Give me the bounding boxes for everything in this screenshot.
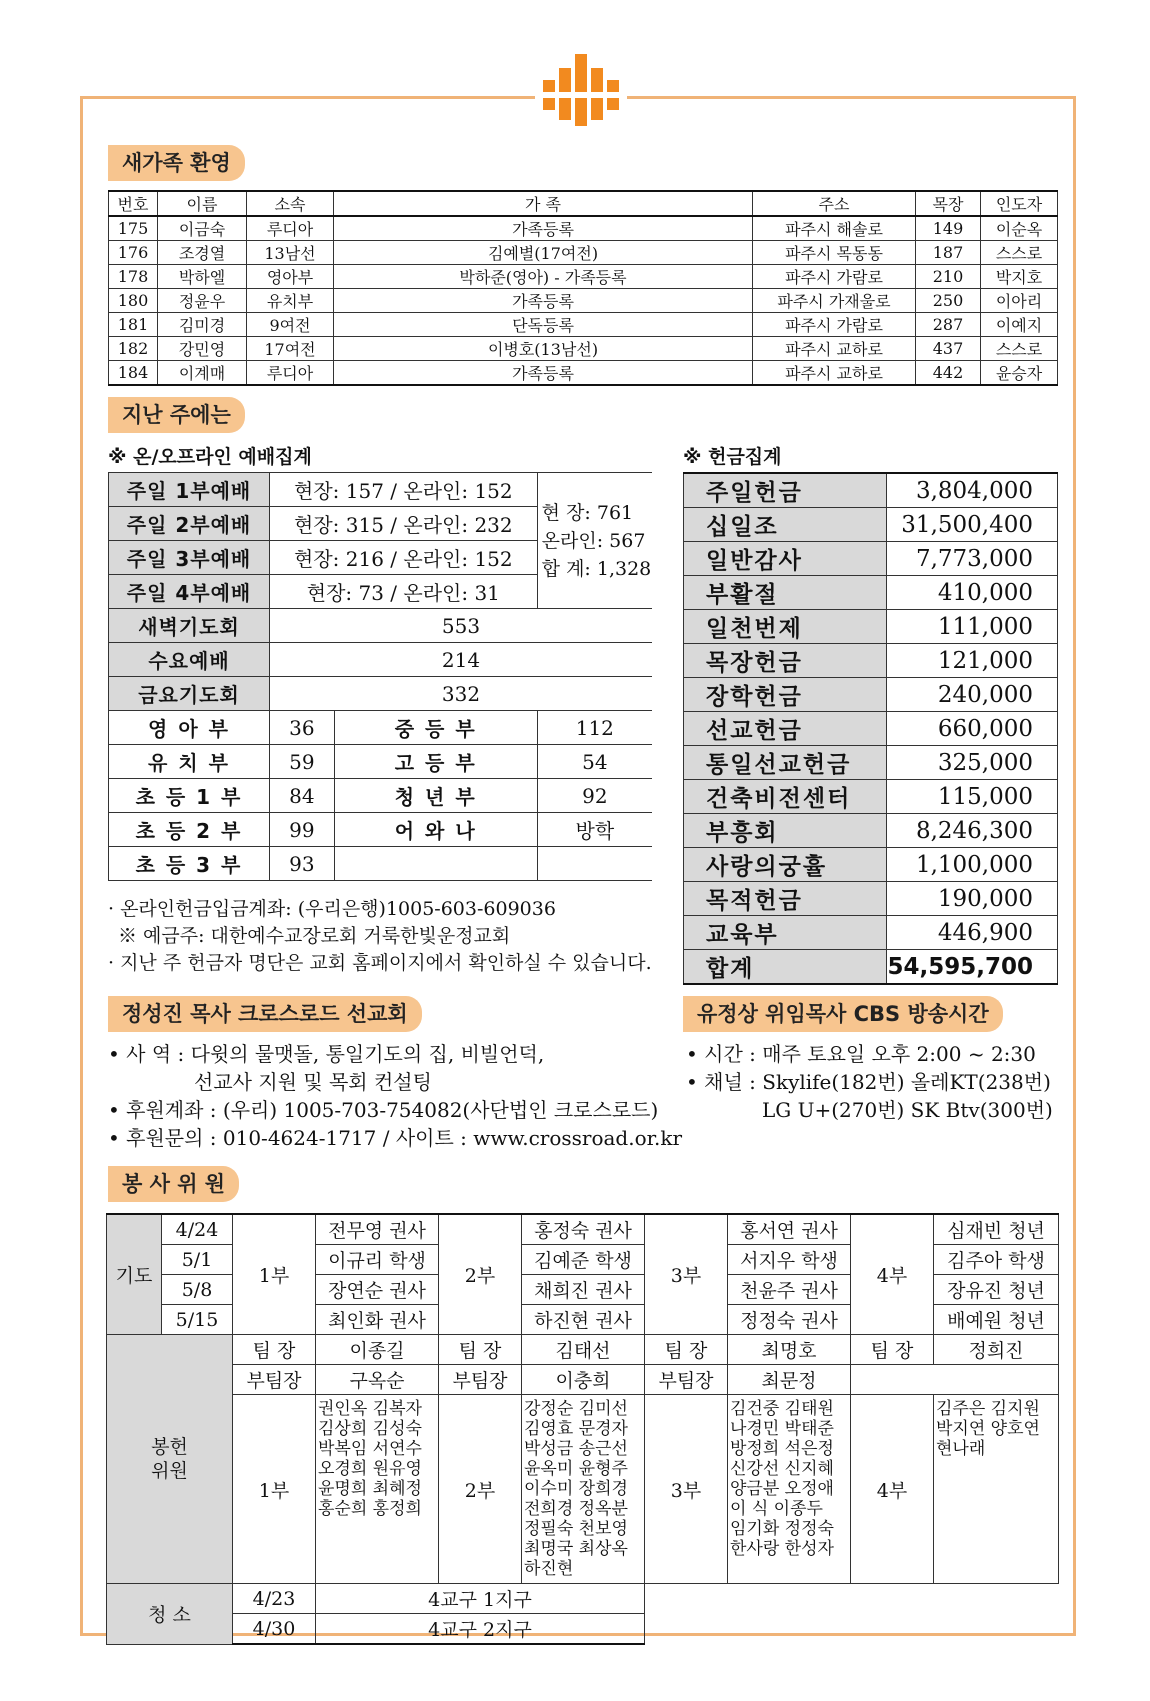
cleaning-area: 4교구 2지구: [316, 1614, 645, 1645]
dept-row: [109, 711, 653, 745]
table-row: [109, 265, 1058, 289]
offering-label: 사랑의궁휼: [684, 848, 887, 882]
dept-label: [334, 847, 537, 881]
summary-onsite: 현 장: 761: [541, 501, 634, 524]
table-row: [109, 216, 1058, 241]
table-cell: 180: [109, 289, 158, 313]
section-new-family: 새가족 환영: [108, 145, 245, 181]
prayer-name: 홍서연 권사: [728, 1214, 851, 1245]
table-cell: 250: [916, 289, 981, 313]
prayer-label: 기도: [107, 1214, 162, 1335]
leader-label: 팀 장: [233, 1335, 316, 1365]
offering-row: [684, 644, 1058, 678]
worship-summary: [537, 473, 652, 609]
table-cell: 가족등록: [334, 216, 753, 241]
other-value: 214: [270, 643, 653, 677]
offering-row: [684, 712, 1058, 746]
offering-label: 십일조: [684, 508, 887, 542]
part-label: 4부: [851, 1395, 934, 1584]
dept-value: 92: [537, 779, 652, 813]
offering-label: 일반감사: [684, 542, 887, 576]
offering-label: 통일선교헌금: [684, 746, 887, 780]
section-last-week: 지난 주에는: [108, 397, 245, 433]
offering-label: 부흥회: [684, 814, 887, 848]
prayer-date: 5/15: [162, 1305, 233, 1335]
table-cell: 287: [916, 313, 981, 337]
broadcast-info: [686, 1040, 1053, 1124]
table-row: [109, 361, 1058, 386]
dept-label: 고 등 부: [334, 745, 537, 779]
dept-value: 112: [537, 711, 652, 745]
section-broadcast: 유정상 위임목사 CBS 방송시간: [683, 996, 1003, 1032]
offering-total-label: 합계: [684, 950, 887, 985]
table-cell: 187: [916, 241, 981, 265]
prayer-name: 심재빈 청년: [934, 1214, 1059, 1245]
prayer-name: 최인화 권사: [316, 1305, 439, 1335]
table-cell: 강민영: [158, 337, 247, 361]
offering-names: 권인옥 김복자 김상희 김성숙 박복임 서연수 오경희 원유영 윤명희 최혜정 홍순희 홍정희: [316, 1395, 439, 1584]
part-label: 1부: [233, 1214, 316, 1335]
prayer-name: 배예원 청년: [934, 1305, 1059, 1335]
cleaning-area: 4교구 1지구: [316, 1584, 645, 1614]
table-cell: 181: [109, 313, 158, 337]
offering-value: 121,000: [887, 644, 1058, 678]
table-cell: 파주시 해솔로: [753, 216, 916, 241]
table-cell: 조경열: [158, 241, 247, 265]
col-header: 이름: [158, 191, 247, 216]
service-label: 주일 1부예배: [109, 473, 270, 507]
prayer-name: 김예준 학생: [522, 1245, 645, 1275]
table-cell: 가족등록: [334, 361, 753, 386]
offering-value: 410,000: [887, 576, 1058, 610]
table-cell: 루디아: [247, 216, 334, 241]
leader-name: 정희진: [934, 1335, 1059, 1365]
missionary-contact: • 후원문의 : 010-4624-1717 / 사이트 : www.crossroad.or.kr: [108, 1126, 683, 1150]
offering-row: [684, 848, 1058, 882]
missionary-info: [108, 1040, 682, 1152]
missionary-ministry: • 사 역 : 다윗의 물맷돌, 통일기도의 집, 비빌언덕,: [108, 1042, 545, 1066]
dept-value: 54: [537, 745, 652, 779]
worship-table: [108, 472, 652, 881]
dept-label: 초 등 2 부: [109, 813, 270, 847]
dept-label: 청 년 부: [334, 779, 537, 813]
dept-label: 영 아 부: [109, 711, 270, 745]
table-cell: 영아부: [247, 265, 334, 289]
offering-committee-label: 봉헌 위원: [107, 1335, 233, 1584]
dept-value: 93: [270, 847, 335, 881]
offering-row: [684, 916, 1058, 950]
account-note: · 온라인헌금입금계좌: (우리은행)1005-603-609036: [108, 898, 556, 920]
table-cell: 파주시 목동동: [753, 241, 916, 265]
dept-value: 59: [270, 745, 335, 779]
offering-label: 장학헌금: [684, 678, 887, 712]
table-cell: 149: [916, 216, 981, 241]
other-label: 금요기도회: [109, 677, 270, 711]
cleaning-label: 청 소: [107, 1584, 233, 1645]
dept-label: 중 등 부: [334, 711, 537, 745]
other-value: 553: [270, 609, 653, 643]
subleader-label: 부팀장: [645, 1365, 728, 1395]
table-cell: 184: [109, 361, 158, 386]
offering-table: [683, 472, 1058, 985]
offering-row: [684, 882, 1058, 916]
table-row: [109, 241, 1058, 265]
dept-value: 84: [270, 779, 335, 813]
table-row: [109, 289, 1058, 313]
header-line-left: [80, 96, 535, 99]
table-cell: 가족등록: [334, 289, 753, 313]
offering-value: 190,000: [887, 882, 1058, 916]
prayer-name: 장유진 청년: [934, 1275, 1059, 1305]
part-label: 2부: [439, 1214, 522, 1335]
leader-label: 팀 장: [645, 1335, 728, 1365]
table-cell: 이병호(13남선): [334, 337, 753, 361]
table-cell: 김예별(17여전): [334, 241, 753, 265]
table-cell: 이아리: [981, 289, 1058, 313]
table-cell: 윤승자: [981, 361, 1058, 386]
prayer-name: 장연순 권사: [316, 1275, 439, 1305]
col-header: 인도자: [981, 191, 1058, 216]
offering-label: 일천번제: [684, 610, 887, 644]
leader-label: 팀 장: [439, 1335, 522, 1365]
dept-row: [109, 813, 653, 847]
subleader-empty: [851, 1365, 1059, 1395]
table-cell: 박하준(영아) - 가족등록: [334, 265, 753, 289]
table-cell: 17여전: [247, 337, 334, 361]
offering-label: 목적헌금: [684, 882, 887, 916]
service-value: 현장: 157 / 온라인: 152: [270, 473, 538, 507]
dept-row: [109, 847, 653, 881]
table-cell: 파주시 교하로: [753, 361, 916, 386]
offering-value: 8,246,300: [887, 814, 1058, 848]
cleaning-date: 4/30: [233, 1614, 316, 1645]
dept-row: [109, 745, 653, 779]
offering-total-row: [684, 950, 1058, 985]
summary-total: 합 계: 1,328: [541, 557, 652, 580]
offering-title: ※ 헌금집계: [683, 446, 782, 468]
donor-note: · 지난 주 헌금자 명단은 교회 홈페이지에서 확인하실 수 있습니다.: [108, 952, 652, 974]
offering-row: [684, 780, 1058, 814]
service-value: 현장: 216 / 온라인: 152: [270, 541, 538, 575]
dept-label: 유 치 부: [109, 745, 270, 779]
subleader-name: 구옥순: [316, 1365, 439, 1395]
col-header: 번호: [109, 191, 158, 216]
table-cell: 이예지: [981, 313, 1058, 337]
offering-label: 부활절: [684, 576, 887, 610]
part-label: 3부: [645, 1214, 728, 1335]
dept-label: 초 등 1 부: [109, 779, 270, 813]
subleader-name: 이충희: [522, 1365, 645, 1395]
part-label: 3부: [645, 1395, 728, 1584]
dept-value: 36: [270, 711, 335, 745]
service-value: 현장: 73 / 온라인: 31: [270, 575, 538, 609]
part-label: 4부: [851, 1214, 934, 1335]
table-cell: 파주시 가재울로: [753, 289, 916, 313]
part-label: 2부: [439, 1395, 522, 1584]
prayer-name: 정정숙 권사: [728, 1305, 851, 1335]
table-cell: 정윤우: [158, 289, 247, 313]
section-servants: 봉 사 위 원: [108, 1166, 239, 1202]
col-header: 가 족: [334, 191, 753, 216]
service-value: 현장: 315 / 온라인: 232: [270, 507, 538, 541]
table-cell: 178: [109, 265, 158, 289]
offering-value: 1,100,000: [887, 848, 1058, 882]
other-label: 새벽기도회: [109, 609, 270, 643]
table-cell: 스스로: [981, 337, 1058, 361]
prayer-date: 5/1: [162, 1245, 233, 1275]
col-header: 목장: [916, 191, 981, 216]
subleader-label: 부팀장: [233, 1365, 316, 1395]
table-cell: 이금숙: [158, 216, 247, 241]
table-cell: 442: [916, 361, 981, 386]
offering-row: [684, 576, 1058, 610]
account-holder-note: ※ 예금주: 대한예수교장로회 거룩한빛운정교회: [118, 925, 511, 947]
offering-value: 446,900: [887, 916, 1058, 950]
table-header-row: [109, 191, 1058, 216]
dept-value: [537, 847, 652, 881]
offering-row: [684, 542, 1058, 576]
prayer-name: 이규리 학생: [316, 1245, 439, 1275]
table-cell: 13남선: [247, 241, 334, 265]
table-cell: 이순옥: [981, 216, 1058, 241]
prayer-name: 천윤주 권사: [728, 1275, 851, 1305]
offering-row: [684, 473, 1058, 508]
broadcast-channel: • 채널 : Skylife(182번) 올레KT(238번): [686, 1070, 1051, 1094]
dept-value: 99: [270, 813, 335, 847]
offering-label: 목장헌금: [684, 644, 887, 678]
subleader-label: 부팀장: [439, 1365, 522, 1395]
servants-table: [106, 1213, 1059, 1645]
table-row: [109, 313, 1058, 337]
broadcast-time: • 시간 : 매주 토요일 오후 2:00 ~ 2:30: [686, 1042, 1036, 1066]
new-family-table: [108, 190, 1058, 386]
leader-label: 팀 장: [851, 1335, 934, 1365]
prayer-name: 김주아 학생: [934, 1245, 1059, 1275]
table-cell: 파주시 가람로: [753, 313, 916, 337]
offering-value: 115,000: [887, 780, 1058, 814]
table-cell: 176: [109, 241, 158, 265]
offering-label: 선교헌금: [684, 712, 887, 746]
offering-row: [684, 678, 1058, 712]
offering-names: 강정순 김미선 김영효 문경자 박성금 송근선 윤옥미 윤형주 이수미 장희경 전희경 정옥분 정필숙 천보영 최명국 최상옥 하진현: [522, 1395, 645, 1584]
offering-names: 김주은 김지원 박지연 양호연 현나래: [934, 1395, 1059, 1584]
table-cell: 파주시 가람로: [753, 265, 916, 289]
missionary-ministry-2: 선교사 지원 및 목회 컨설팅: [194, 1070, 432, 1094]
cleaning-date: 4/23: [233, 1584, 316, 1614]
church-logo: [535, 50, 627, 130]
leader-name: 이종길: [316, 1335, 439, 1365]
table-cell: 9여전: [247, 313, 334, 337]
table-cell: 210: [916, 265, 981, 289]
broadcast-channel-2: LG U+(270번) SK Btv(300번): [762, 1098, 1053, 1122]
offering-value: 3,804,000: [887, 473, 1058, 508]
table-cell: 단독등록: [334, 313, 753, 337]
offering-label: 교육부: [684, 916, 887, 950]
dept-label: 어 와 나: [334, 813, 537, 847]
table-cell: 박지호: [981, 265, 1058, 289]
offering-label: 건축비전센터: [684, 780, 887, 814]
offering-row: [684, 610, 1058, 644]
offering-label: 주일헌금: [684, 473, 887, 508]
offering-row: [684, 746, 1058, 780]
summary-online: 온라인: 567: [541, 529, 646, 552]
cleaning-empty: [645, 1584, 1059, 1645]
table-cell: 유치부: [247, 289, 334, 313]
offering-names: 김건중 김태원 나경민 박태준 방정희 석은정 신강선 신지혜 양금분 오정애 이 식 이종두 임기화 정정숙 한사랑 한성자: [728, 1395, 851, 1584]
table-cell: 스스로: [981, 241, 1058, 265]
table-cell: 175: [109, 216, 158, 241]
missionary-account: • 후원계좌 : (우리) 1005-703-754082(사단법인 크로스로드): [108, 1098, 659, 1122]
col-header: 주소: [753, 191, 916, 216]
col-header: 소속: [247, 191, 334, 216]
table-cell: 이계매: [158, 361, 247, 386]
prayer-name: 홍정숙 권사: [522, 1214, 645, 1245]
offering-value: 325,000: [887, 746, 1058, 780]
table-cell: 182: [109, 337, 158, 361]
subleader-name: 최문정: [728, 1365, 851, 1395]
other-value: 332: [270, 677, 653, 711]
section-missionary: 정성진 목사 크로스로드 선교회: [108, 996, 422, 1032]
leader-name: 최명호: [728, 1335, 851, 1365]
offering-value: 111,000: [887, 610, 1058, 644]
table-cell: 루디아: [247, 361, 334, 386]
prayer-date: 5/8: [162, 1275, 233, 1305]
other-label: 수요예배: [109, 643, 270, 677]
offering-value: 31,500,400: [887, 508, 1058, 542]
table-cell: 박하엘: [158, 265, 247, 289]
worship-title: ※ 온/오프라인 예배집계: [108, 446, 312, 468]
table-row: [109, 337, 1058, 361]
offering-row: [684, 508, 1058, 542]
table-cell: 파주시 교하로: [753, 337, 916, 361]
service-label: 주일 2부예배: [109, 507, 270, 541]
service-label: 주일 4부예배: [109, 575, 270, 609]
dept-label: 초 등 3 부: [109, 847, 270, 881]
prayer-name: 서지우 학생: [728, 1245, 851, 1275]
table-cell: 김미경: [158, 313, 247, 337]
offering-value: 240,000: [887, 678, 1058, 712]
prayer-name: 채희진 권사: [522, 1275, 645, 1305]
offering-total-value: 54,595,700: [887, 950, 1058, 985]
dept-row: [109, 779, 653, 813]
prayer-date: 4/24: [162, 1214, 233, 1245]
dept-value: 방학: [537, 813, 652, 847]
table-cell: 437: [916, 337, 981, 361]
offering-value: 660,000: [887, 712, 1058, 746]
service-label: 주일 3부예배: [109, 541, 270, 575]
prayer-name: 하진현 권사: [522, 1305, 645, 1335]
offering-row: [684, 814, 1058, 848]
offering-value: 7,773,000: [887, 542, 1058, 576]
part-label: 1부: [233, 1395, 316, 1584]
leader-name: 김태선: [522, 1335, 645, 1365]
prayer-name: 전무영 권사: [316, 1214, 439, 1245]
